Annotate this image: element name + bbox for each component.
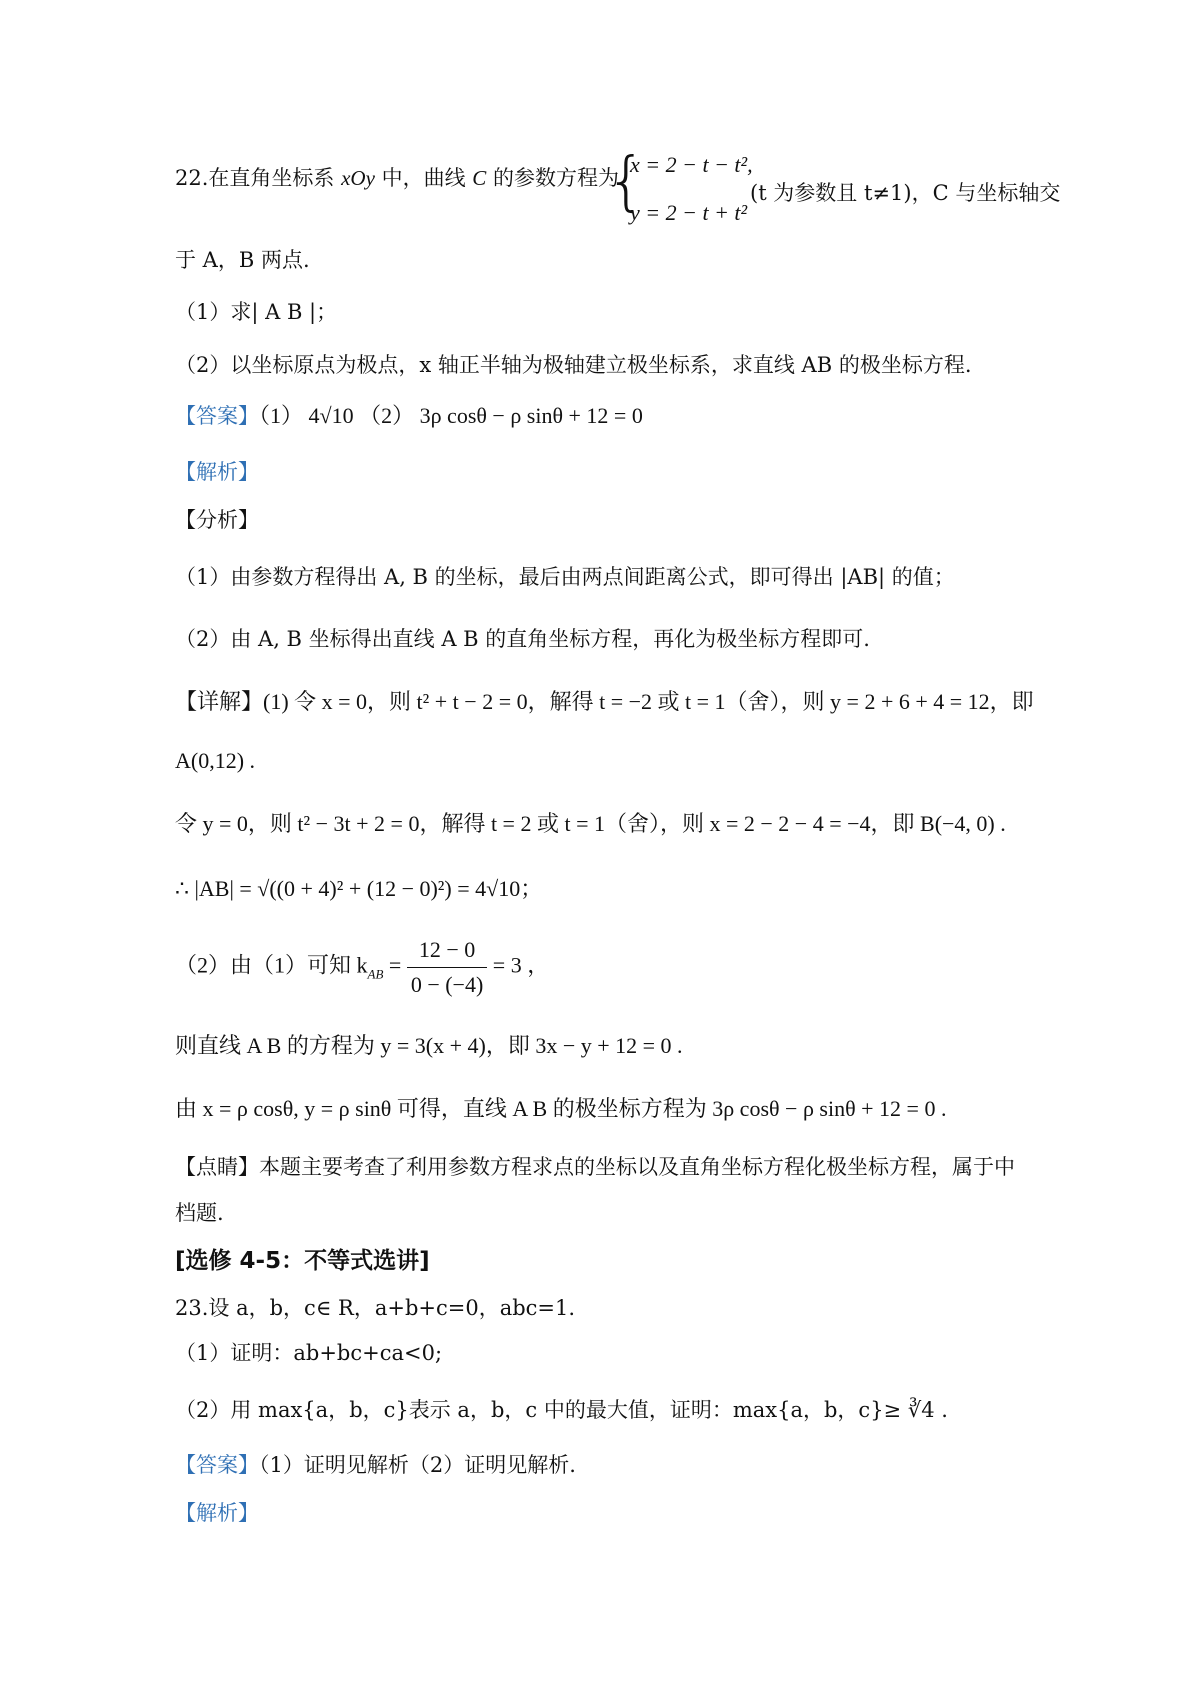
q22-detail-5-sub: AB bbox=[367, 966, 384, 982]
q22-stem-d: (t 为参数且 t≠1)，C 与坐标轴交 bbox=[750, 181, 1061, 205]
q22-answer-body: （1） 4√10 （2） 3ρ cosθ − ρ sinθ + 12 = 0 bbox=[259, 403, 643, 428]
q22-part2: （2）以坐标原点为极点，x 轴正半轴为极轴建立极坐标系，求直线 AB 的极坐标方程. bbox=[175, 353, 972, 377]
q22-detail-3: 令 y = 0，则 t² − 3t + 2 = 0，解得 t = 2 或 t = 1（舍），则 x = 2 − 2 − 4 = −4，即 B(−4, 0) . bbox=[175, 811, 1006, 836]
q22-detail-6: 则直线 A B 的方程为 y = 3(x + 4)，即 3x − y + 12 = 0 . bbox=[175, 1033, 683, 1058]
q22-detail-5-post: = 3 ， bbox=[487, 952, 550, 978]
q22-answer bbox=[175, 401, 643, 431]
q23-answer bbox=[175, 1450, 576, 1480]
q22-stem-a: 22.在直角坐标系 bbox=[175, 166, 342, 190]
q22-stem-b: 中，曲线 bbox=[374, 166, 473, 190]
q22-stem-e: 于 A，B 两点. bbox=[175, 248, 310, 272]
q22-fenxi-1: （1）由参数方程得出 A, B 的坐标，最后由两点间距离公式，即可得出 |AB| 的值； bbox=[175, 565, 955, 589]
q23-part2: （2）用 max{a，b，c}表示 a，b，c 中的最大值，证明：max{a，b，c}≥ ∛4 . bbox=[175, 1398, 948, 1422]
q22-eq2: y = 2 − t + t² bbox=[630, 200, 748, 225]
q22-jiexi-tag: 【解析】 bbox=[175, 460, 259, 484]
q22-detail-5: （2）由（1）可知 $k_{AB}$ = $\frac{12 - 0}{0 - (-4)}$ = 3 ， bbox=[175, 935, 549, 1000]
q22-part1: （1）求| A B |； bbox=[175, 300, 338, 324]
q23-part1: （1）证明：ab+bc+ca<0; bbox=[175, 1341, 443, 1365]
q23-jiexi-tag: 【解析】 bbox=[175, 1501, 259, 1525]
q22-detail-7: 由 x = ρ cosθ, y = ρ sinθ 可得，直线 A B 的极坐标方程为 3ρ cosθ − ρ sinθ + 12 = 0 . bbox=[175, 1096, 947, 1121]
q22-curve-c: C bbox=[472, 166, 487, 190]
q22-slope-fraction bbox=[407, 935, 487, 1000]
section-heading: [选修 4-5：不等式选讲] bbox=[175, 1248, 430, 1274]
q22-detail-2: A(0,12) . bbox=[175, 748, 256, 773]
q22-answer-tag: 【答案】 bbox=[175, 404, 259, 428]
q22-fenxi-2: （2）由 A, B 坐标得出直线 A B 的直角坐标方程，再化为极坐标方程即可. bbox=[175, 627, 870, 651]
q22-stem-line bbox=[175, 163, 619, 193]
q22-dianjing-2: 档题. bbox=[175, 1201, 224, 1225]
q22-system-brace: { bbox=[606, 145, 647, 219]
q23-answer-body: （1）证明见解析（2）证明见解析. bbox=[259, 1453, 576, 1477]
q22-detail-5-pre: （2）由（1）可知 k bbox=[175, 952, 368, 978]
q22-slope-numerator: 12 − 0 bbox=[407, 935, 487, 968]
q22-slope-denominator: 0 − (−4) bbox=[410, 972, 484, 997]
q22-dianjing-1: 【点睛】本题主要考查了利用参数方程求点的坐标以及直角坐标方程化极坐标方程，属于中 bbox=[175, 1155, 1015, 1179]
q23-stem: 23.设 a，b，c∈ R，a+b+c=0，abc=1. bbox=[175, 1296, 576, 1320]
q22-detail-1: 【详解】(1) 令 x = 0，则 t² + t − 2 = 0，解得 t = −2 或 t = 1（舍），则 y = 2 + 6 + 4 = 12，即 bbox=[175, 689, 1034, 714]
q22-detail-4: ∴ |AB| = √((0 + 4)² + (12 − 0)²) = 4√10； bbox=[175, 876, 543, 901]
q23-answer-tag: 【答案】 bbox=[175, 1453, 259, 1477]
q22-xoy: xOy bbox=[341, 166, 375, 190]
q22-eq1: x = 2 − t − t², bbox=[630, 152, 753, 177]
q22-stem-c: 的参数方程为 bbox=[486, 166, 619, 190]
q22-fenxi-tag: 【分析】 bbox=[175, 508, 259, 532]
